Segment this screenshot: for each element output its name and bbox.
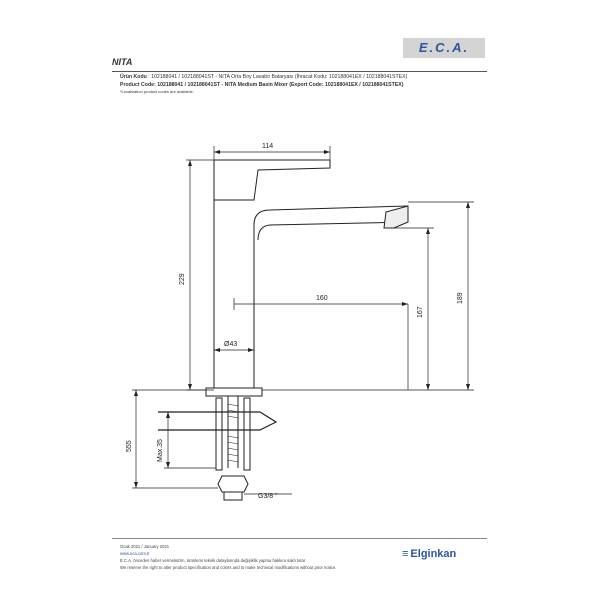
en-code-label: Product Code: bbox=[120, 82, 156, 88]
tr-code-label: Ürün Kodu bbox=[120, 74, 147, 80]
dim-114: 114 bbox=[262, 143, 274, 150]
elginkan-logo bbox=[402, 548, 456, 560]
footer-tr-notice: E.C.A. önceden haber vermeksizin, ürünlerin teknik detaylarında değişiklik yapma hakkını saklı tutar. bbox=[120, 558, 307, 563]
footer-date: Ocak 2021 / January 2021 bbox=[120, 544, 170, 549]
hose-fitting bbox=[224, 492, 242, 500]
footer-en-notice: We reserve the right to alter product specification and colors and to make technical modifications without prior notice. bbox=[120, 565, 337, 570]
dim-167: 167 bbox=[417, 306, 424, 318]
faucet-body-outline bbox=[214, 200, 254, 388]
footer-url[interactable]: www.eca.com.tr bbox=[120, 551, 150, 556]
logo-text: E.C.A. bbox=[418, 40, 470, 55]
en-code-text: 102188041 / 102188041ST - NITA Medium Basin Mixer (Export Code: 102188041EX / 102188041STEX) bbox=[155, 82, 404, 88]
dim-229: 229 bbox=[179, 273, 186, 285]
footer-divider bbox=[112, 538, 487, 539]
hose-connector bbox=[218, 476, 248, 492]
thread-label: G3/8 " bbox=[258, 493, 278, 500]
dim-max35: Max.35 bbox=[157, 439, 164, 462]
fixing-nut bbox=[216, 398, 250, 470]
rod-threads bbox=[228, 404, 238, 462]
localization-note: *Localization product codes are available. bbox=[120, 89, 194, 94]
dim-189: 189 bbox=[457, 292, 464, 304]
countertop bbox=[158, 412, 276, 430]
dim-555: 555 bbox=[126, 440, 133, 452]
dim-160: 160 bbox=[316, 295, 328, 302]
footer-text bbox=[120, 543, 336, 571]
tr-code-text: : 102188041 / 102188041ST - NITA Orta Boy Lavabo Bataryası (İhracat Kodu: 102188041EX / 102188041STEX) bbox=[148, 74, 408, 80]
threaded-rod bbox=[228, 396, 238, 468]
base-flange bbox=[206, 388, 262, 396]
dim-43: Ø43 bbox=[224, 341, 238, 348]
aerator bbox=[384, 206, 408, 228]
lever-handle bbox=[214, 160, 330, 200]
product-title: NITA bbox=[112, 57, 133, 67]
elginkan-mark-icon: ≡ bbox=[402, 548, 409, 560]
brand-name: Elginkan bbox=[410, 548, 457, 560]
